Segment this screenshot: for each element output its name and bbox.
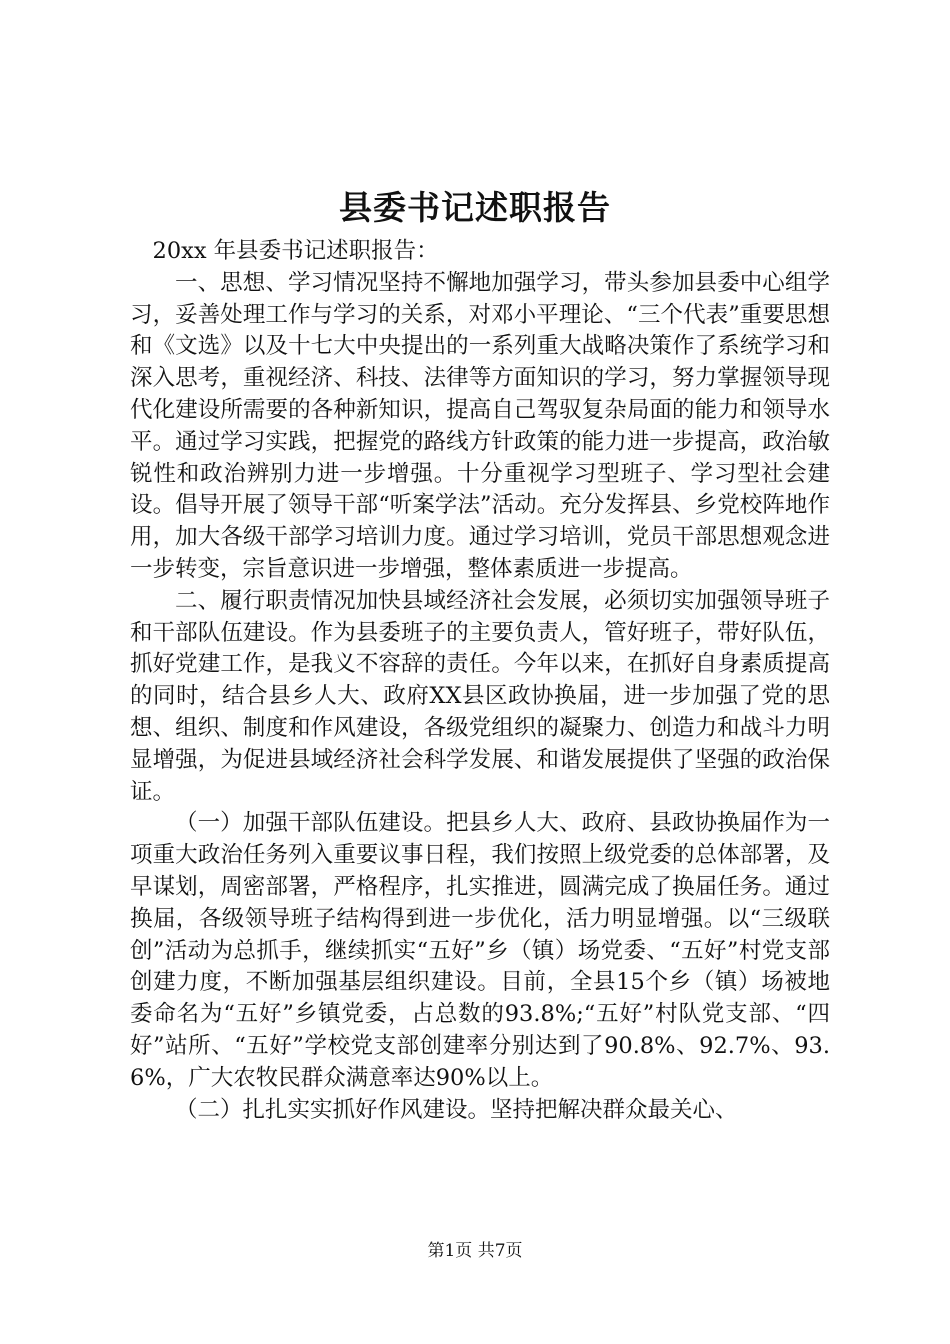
document-title: 县委书记述职报告 (339, 188, 611, 227)
document-body (130, 236, 830, 1126)
subsection-1-paragraph: （一）加强干部队伍建设。把县乡人大、政府、县政协换届作为一项重大政治任务列入重要议事日程，我们按照上级党委的总体部署，及早谋划，周密部署，严格程序，扎实推进，圆满完成了换届任务。通过换届，各级领导班子结构得到进一步优化，活力明显增强。以“三级联创”活动为总抓手，继续抓实“五好”乡（镇）场党委、“五好”村党支部创建力度，不断加强基层组织建设。目前，全县15个乡（镇）场被地委命名为“五好”乡镇党委，占总数的93.8%;“五好”村队党支部、“四好”站所、“五好”学校党支部创建率分别达到了90.8%、92.7%、93.6%，广大农牧民群众满意率达90%以上。 (130, 810, 830, 1091)
section-1-paragraph: 一、思想、学习情况坚持不懈地加强学习，带头参加县委中心组学习，妥善处理工作与学习的关系，对邓小平理论、“三个代表”重要思想和《文选》以及十七大中央提出的一系列重大战略决策作了系统学习和深入思考，重视经济、科技、法律等方面知识的学习，努力掌握领导现代化建设所需要的各种新知识，提高自己驾驭复杂局面的能力和领导水平。通过学习实践，把握党的路线方针政策的能力进一步提高，政治敏锐性和政治辨别力进一步增强。十分重视学习型班子、学习型社会建设。倡导开展了领导干部“听案学法”活动。充分发挥县、乡党校阵地作用，加大各级干部学习培训力度。通过学习培训，党员干部思想观念进一步转变，宗旨意识进一步增强，整体素质进一步提高。 (130, 269, 830, 582)
intro-paragraph: 20xx 年县委书记述职报告： (152, 238, 439, 264)
page-number-footer: 第1页 共7页 (427, 1241, 523, 1261)
subsection-2-paragraph: （二）扎扎实实抓好作风建设。坚持把解决群众最关心、 (175, 1096, 738, 1123)
section-2-paragraph: 二、履行职责情况加快县域经济社会发展，必须切实加强领导班子和干部队伍建设。作为县委班子的主要负责人，管好班子，带好队伍，抓好党建工作，是我义不容辞的责任。今年以来，在抓好自身素质提高的同时，结合县乡人大、政府XX县区政协换届，进一步加强了党的思想、组织、制度和作风建设，各级党组织的凝聚力、创造力和战斗力明显增强，为促进县域经济社会科学发展、和谐发展提供了坚强的政治保证。 (130, 587, 830, 805)
